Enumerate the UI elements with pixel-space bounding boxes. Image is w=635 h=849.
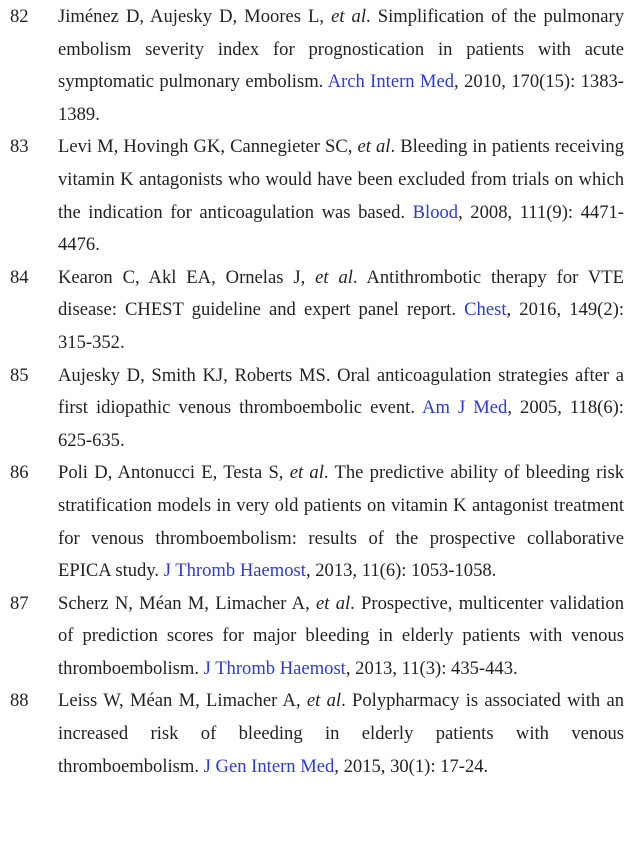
reference-number: 87 bbox=[10, 592, 29, 614]
journal-link[interactable]: J Thromb Haemost bbox=[203, 657, 346, 679]
reference-title: . Bleeding in patients receiving vitamin K antagonists who would have been excluded from trials on which the indication for anticoagulation was based. bbox=[58, 136, 625, 223]
journal-link[interactable]: Chest bbox=[464, 299, 507, 321]
reference-details: , 2008, 111(9): 4471-4476. bbox=[58, 201, 624, 256]
reference-text bbox=[58, 1, 624, 131]
reference-title: . Simplification of the pulmonary embolism severity index for prognostication in patients with acute symptomatic pulmonary embolism. bbox=[58, 6, 624, 93]
reference-text bbox=[58, 262, 624, 360]
reference-etal: et al bbox=[289, 462, 324, 484]
reference-item bbox=[0, 457, 635, 587]
reference-item bbox=[0, 588, 635, 686]
reference-etal: et al bbox=[306, 690, 342, 712]
reference-title: . Polypharmacy is associated with an increased risk of bleeding in elderly patients with venous thromboembolism. bbox=[58, 690, 624, 777]
reference-item bbox=[0, 1, 635, 131]
reference-item bbox=[0, 685, 635, 783]
reference-number: 83 bbox=[10, 136, 29, 158]
reference-number: 85 bbox=[10, 364, 29, 386]
reference-text bbox=[58, 131, 624, 261]
reference-authors: Scherz N, Méan M, Limacher A, bbox=[58, 592, 317, 614]
reference-item bbox=[0, 262, 635, 360]
journal-link[interactable]: Am J Med bbox=[422, 397, 508, 419]
reference-details: , 2016, 149(2): 315-352. bbox=[58, 299, 624, 353]
reference-authors: Jiménez D, Aujesky D, Moores L, bbox=[58, 6, 332, 27]
reference-authors: Leiss W, Méan M, Limacher A, bbox=[58, 690, 307, 712]
reference-etal: et al bbox=[315, 266, 353, 288]
reference-number: 84 bbox=[10, 266, 29, 288]
reference-authors: Kearon C, Akl EA, Ornelas J, bbox=[58, 266, 316, 288]
reference-number: 86 bbox=[10, 462, 29, 484]
reference-details: , 2010, 170(15): 1383-1389. bbox=[58, 71, 625, 125]
reference-details: , 2015, 30(1): 17-24. bbox=[334, 755, 489, 777]
reference-title: . Prospective, multicenter validation of prediction scores for major bleeding in elderly patients with venous thromboembolism. bbox=[58, 592, 624, 679]
reference-authors: Levi M, Hovingh GK, Cannegieter SC, bbox=[58, 136, 358, 158]
journal-link[interactable]: J Thromb Haemost bbox=[163, 560, 306, 582]
reference-etal: et al bbox=[316, 592, 351, 614]
reference-etal: et al bbox=[357, 136, 391, 158]
reference-number: 82 bbox=[10, 6, 29, 27]
reference-etal: et al bbox=[331, 6, 367, 27]
journal-link[interactable]: J Gen Intern Med bbox=[203, 755, 335, 777]
reference-text bbox=[58, 588, 624, 686]
reference-title: . The predictive ability of bleeding risk stratification models in very old patients on vitamin K antagonist treatment for venous thromboembolism: results of the prospective collaborative EPICA study. bbox=[58, 462, 624, 582]
reference-number: 88 bbox=[10, 690, 29, 712]
reference-text bbox=[58, 685, 624, 783]
reference-item bbox=[0, 360, 635, 458]
reference-authors: Poli D, Antonucci E, Testa S, bbox=[58, 462, 290, 484]
reference-text bbox=[58, 457, 624, 587]
journal-link[interactable]: Arch Intern Med bbox=[327, 71, 455, 93]
reference-title: . Antithrombotic therapy for VTE disease: CHEST guideline and expert panel report. bbox=[58, 266, 625, 321]
reference-details: , 2013, 11(3): 435-443. bbox=[345, 657, 518, 679]
reference-authors: Aujesky D, Smith KJ, Roberts MS bbox=[58, 364, 326, 386]
reference-details: , 2013, 11(6): 1053-1058. bbox=[305, 560, 497, 582]
journal-link[interactable]: Blood bbox=[412, 201, 459, 223]
reference-item bbox=[0, 131, 635, 261]
reference-text bbox=[58, 360, 624, 458]
reference-details: , 2005, 118(6): 625-635. bbox=[58, 397, 624, 451]
reference-title: . Oral anticoagulation strategies after a first idiopathic venous thromboembolic event. bbox=[58, 364, 624, 419]
